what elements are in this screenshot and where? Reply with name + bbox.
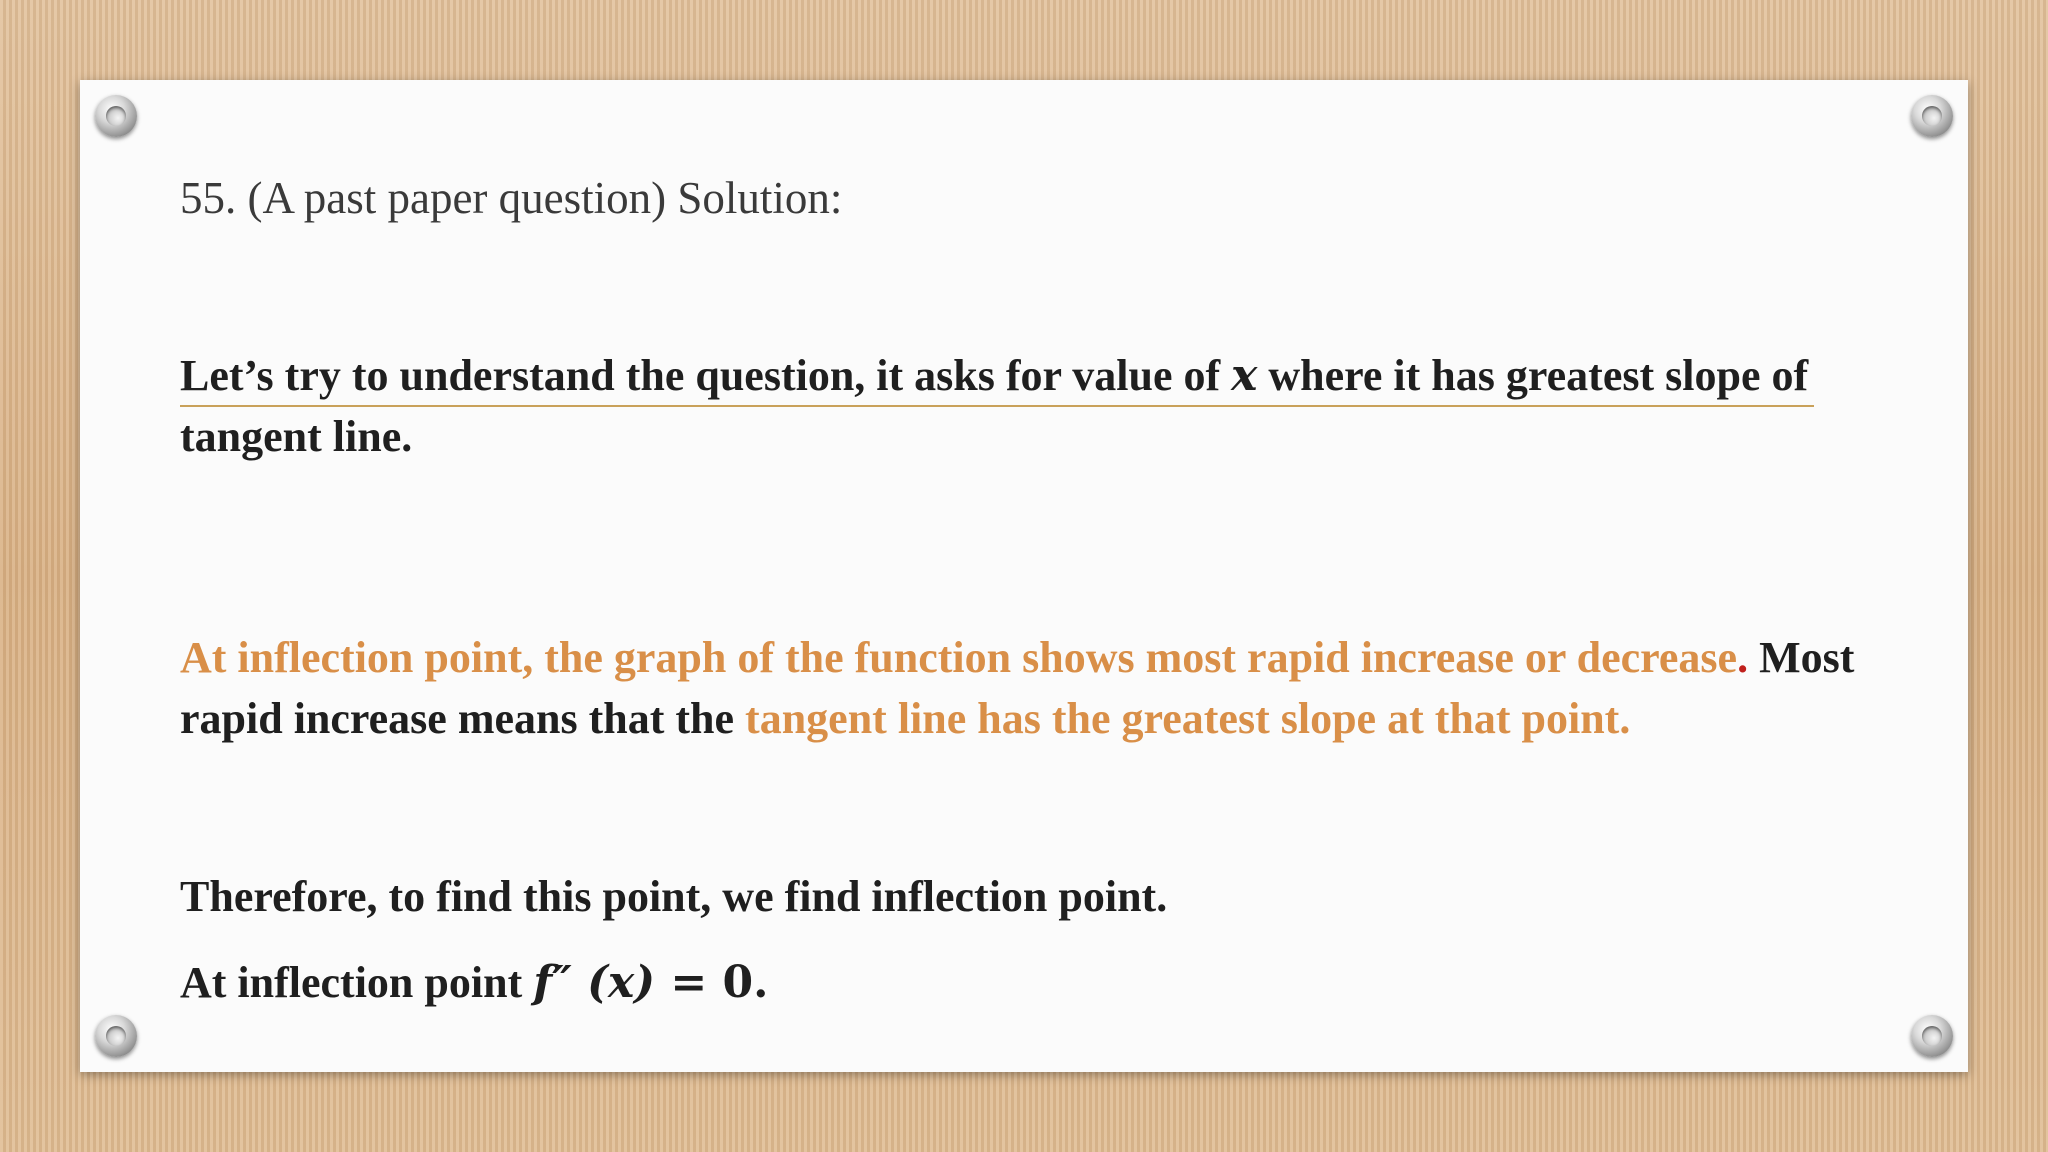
explanation-text-after: where it has greatest slope of tangent line. (180, 351, 1809, 461)
condition-text: At inflection point (180, 958, 534, 1007)
inflection-explanation (180, 627, 1910, 749)
slide-heading: 55. (A past paper question) Solution: (180, 173, 843, 223)
grommet-icon (95, 95, 137, 137)
inflection-black-text: Most rapid increase means that the (180, 633, 1855, 743)
grommet-icon (1911, 1015, 1953, 1057)
variable-x: x (1231, 350, 1258, 401)
explanation-text-before: Let’s try to understand the question, it asks for value of (180, 351, 1232, 400)
function-argument: (x) (571, 957, 656, 1008)
red-period: . (1737, 633, 1749, 682)
underline-divider (180, 405, 1814, 407)
grommet-icon (1911, 95, 1953, 137)
therefore-statement: Therefore, to find this point, we find inflection point. (180, 872, 1168, 921)
equals-zero: = 0. (655, 957, 769, 1008)
inflection-highlight-2: tangent line has the greatest slope at that point. (745, 694, 1631, 743)
second-derivative-condition (180, 952, 1910, 1013)
grommet-icon (95, 1015, 137, 1057)
function-f-double-prime: f″ (533, 957, 572, 1008)
inflection-highlight-1: At inflection point, the graph of the function shows most rapid increase or decrease (180, 633, 1738, 682)
slide-card (80, 80, 1968, 1072)
